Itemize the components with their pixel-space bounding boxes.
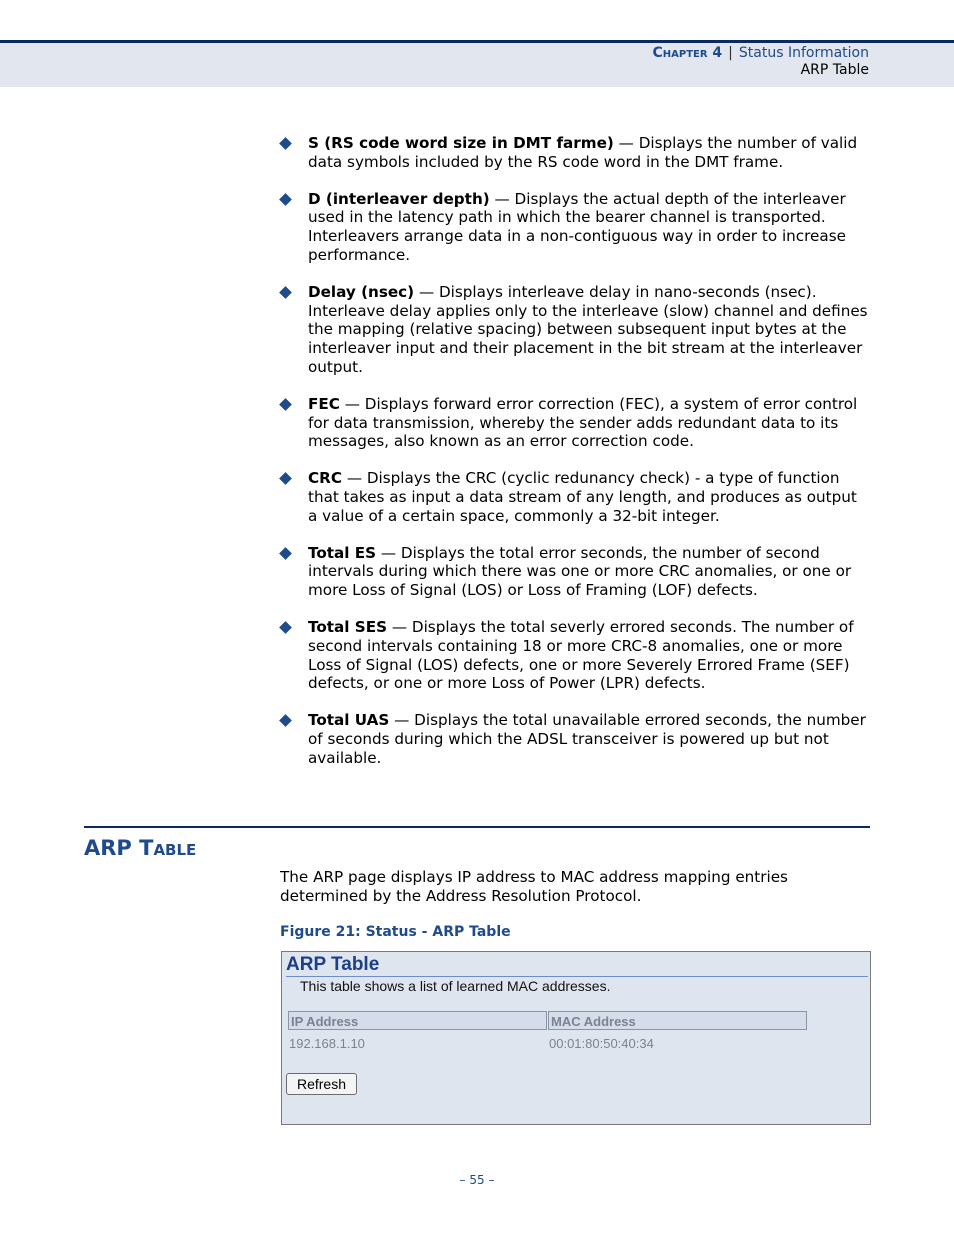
diamond-bullet-icon xyxy=(279,621,292,634)
bullet-term: CRC xyxy=(308,469,342,488)
section-title: ARP Table xyxy=(84,836,197,860)
column-header-ip-address: IP Address xyxy=(288,1011,547,1030)
bullet-list xyxy=(280,134,870,786)
bullet-text: — Displays the actual depth of the interleaver used in the latency path in which the bearer channel is transported. Interleavers arrange data in a non-contiguous way in order to increase performance. xyxy=(308,189,846,264)
bullet-term: Delay (nsec) xyxy=(308,282,415,301)
subsection-label: ARP Table xyxy=(800,62,869,78)
diamond-bullet-icon xyxy=(279,193,292,206)
header-separator: | xyxy=(728,45,733,61)
refresh-button[interactable]: Refresh xyxy=(286,1073,357,1095)
section-divider xyxy=(84,826,870,828)
arp-table-description: This table shows a list of learned MAC addresses. xyxy=(300,978,611,994)
chapter-label: Chapter 4 xyxy=(652,45,723,61)
list-item xyxy=(280,469,870,525)
arp-table-title: ARP Table xyxy=(286,954,380,975)
bullet-text: — Displays the total error seconds, the number of second intervals during which there was one or more CRC anomalies, or one or more Loss of Signal (LOS) or Loss of Framing (LOF) defects. xyxy=(308,543,852,600)
bullet-text: — Displays the total unavailable errored seconds, the number of seconds during which the ADSL transceiver is powered up but not available. xyxy=(308,711,866,767)
diamond-bullet-icon xyxy=(279,714,292,727)
diamond-bullet-icon xyxy=(279,472,292,485)
section-intro: The ARP page displays IP address to MAC address mapping entries determined by the Address Resolution Protocol. xyxy=(280,868,788,905)
bullet-text: — Displays the CRC (cyclic redunancy check) - a type of function that takes as input a data stream of any length, and produces as output a value of a certain space, commonly a 32-bit integer. xyxy=(308,469,857,525)
bullet-term: FEC xyxy=(308,394,340,413)
diamond-bullet-icon xyxy=(279,137,292,150)
bullet-term: Total UAS xyxy=(308,711,390,730)
bullet-term: S (RS code word size in DMT farme) xyxy=(308,134,614,152)
list-item xyxy=(280,134,870,172)
arp-table-screenshot xyxy=(281,951,871,1125)
list-item xyxy=(280,711,870,767)
diamond-bullet-icon xyxy=(279,547,292,560)
list-item xyxy=(280,618,870,693)
running-header xyxy=(652,45,869,79)
bullet-text: — Displays the number of valid data symbols included by the RS code word in the DMT frame. xyxy=(308,134,858,171)
bullet-term: D (interleaver depth) xyxy=(308,189,490,208)
page-number: – 55 – xyxy=(459,1173,495,1187)
list-item xyxy=(280,395,870,451)
bullet-term: Total SES xyxy=(308,617,388,636)
bullet-text: — Displays the total severly errored seconds. The number of second intervals containing 18 or more CRC-8 anomalies, one or more Loss of Signal (LOS) defects, one or more Severely Errored Frame (SEF) defects, or one or more Loss of Power (LPR) defects. xyxy=(308,617,854,693)
mac-address-cell: 00:01:80:50:40:34 xyxy=(549,1036,654,1051)
figure-caption: Figure 21: Status - ARP Table xyxy=(280,924,511,940)
diamond-bullet-icon xyxy=(279,398,292,411)
ip-address-cell: 192.168.1.10 xyxy=(289,1036,365,1051)
bullet-term: Total ES xyxy=(308,543,377,562)
list-item xyxy=(280,544,870,600)
title-underline xyxy=(286,976,868,977)
list-item xyxy=(280,190,870,265)
diamond-bullet-icon xyxy=(279,286,292,299)
bullet-text: — Displays interleave delay in nano-seconds (nsec). Interleave delay applies only to the interleave (slow) channel and defines the mapping (relative spacing) between subsequent input bytes at the interleaver input and their placement in the bit stream at the interleaver output. xyxy=(308,282,868,376)
bullet-text: — Displays forward error correction (FEC), a system of error control for data transmission, whereby the sender adds redundant data to its messages, also known as an error correction code. xyxy=(308,394,858,451)
column-header-mac-address: MAC Address xyxy=(548,1011,807,1030)
section-label: Status Information xyxy=(738,45,869,61)
list-item xyxy=(280,283,870,377)
